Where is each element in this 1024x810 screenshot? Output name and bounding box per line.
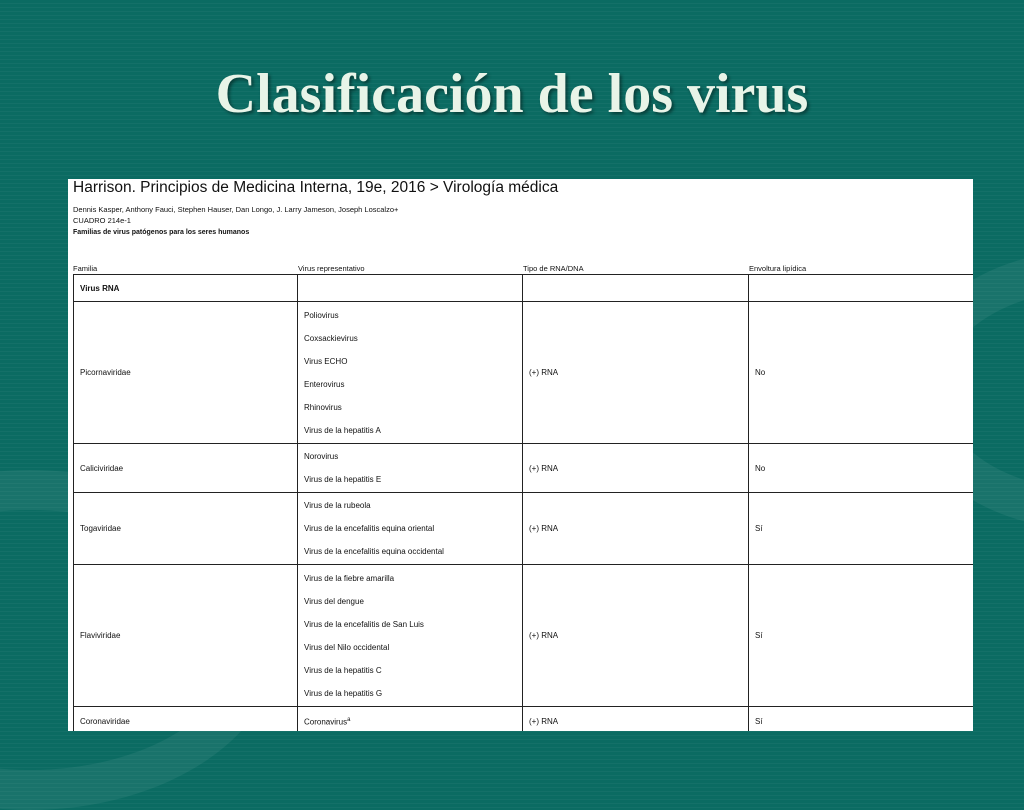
type-cell: (+) RNA — [523, 565, 749, 707]
column-header-familia: Familia — [73, 264, 98, 273]
virus-name: Virus de la encefalitis de San Luis — [304, 619, 424, 629]
virus-name: Virus de la fiebre amarilla — [304, 573, 395, 583]
table-row — [74, 707, 974, 732]
table-row — [74, 444, 974, 493]
envelope-cell: Sí — [749, 493, 974, 565]
virus-name: Enterovirus — [304, 379, 345, 389]
virus-name: Virus de la hepatitis G — [304, 688, 383, 698]
virus-name: Virus del dengue — [304, 596, 364, 606]
virus-cell — [298, 444, 523, 493]
column-header-envoltura: Envoltura lipídica — [749, 264, 807, 273]
document-image — [68, 179, 973, 731]
table-section-row — [74, 275, 974, 302]
table-row — [74, 565, 974, 707]
virus-name: Virus de la rubeola — [304, 501, 371, 510]
type-cell: (+) RNA — [523, 302, 749, 444]
virus-name: Coronavirus — [304, 717, 348, 727]
virus-name: Virus de la encefalitis equina oriental — [304, 524, 435, 533]
section-label: Virus RNA — [74, 275, 298, 302]
table-caption: Familias de virus patógenos para los seres humanos — [73, 229, 250, 236]
slide-title: Clasificación de los virus — [215, 63, 809, 125]
virus-cell — [298, 302, 523, 444]
footnote-marker: a — [347, 716, 351, 723]
virus-cell — [298, 707, 523, 732]
table-header — [68, 264, 973, 274]
table-row — [74, 302, 974, 444]
family-cell: Flaviviridae — [74, 565, 298, 707]
virus-name: Poliovirus — [304, 310, 339, 320]
envelope-cell: No — [749, 302, 974, 444]
table-number: CUADRO 214e-1 — [73, 216, 131, 225]
envelope-cell: Sí — [749, 565, 974, 707]
envelope-cell: Sí — [749, 707, 974, 732]
family-cell: Togaviridae — [74, 493, 298, 565]
virus-name: Rhinovirus — [304, 402, 342, 412]
virus-name: Norovirus — [304, 452, 339, 461]
column-header-tipo: Tipo de RNA/DNA — [523, 264, 584, 273]
virus-name: Virus del Nilo occidental — [304, 642, 390, 652]
virus-cell — [298, 493, 523, 565]
family-cell: Picornaviridae — [74, 302, 298, 444]
virus-name: Coxsackievirus — [304, 333, 358, 343]
column-header-virus: Virus representativo — [298, 264, 365, 273]
family-cell: Caliciviridae — [74, 444, 298, 493]
virus-name: Virus de la hepatitis A — [304, 425, 381, 435]
virus-cell — [298, 565, 523, 707]
document-title: Harrison. Principios de Medicina Interna, 19e, 2016 > Virología médica — [73, 179, 559, 196]
envelope-cell: No — [749, 444, 974, 493]
type-cell: (+) RNA — [523, 707, 749, 732]
virus-name: Virus de la encefalitis equina occidental — [304, 547, 444, 556]
virus-name: Virus de la hepatitis E — [304, 475, 382, 484]
document-authors: Dennis Kasper, Anthony Fauci, Stephen Hauser, Dan Longo, J. Larry Jameson, Joseph Loscalzo+ — [73, 205, 399, 214]
family-cell: Coronaviridae — [74, 707, 298, 732]
virus-name: Virus de la hepatitis C — [304, 665, 382, 675]
type-cell: (+) RNA — [523, 444, 749, 493]
virus-table — [73, 274, 973, 731]
type-cell: (+) RNA — [523, 493, 749, 565]
table-row — [74, 493, 974, 565]
virus-name: Virus ECHO — [304, 356, 348, 366]
